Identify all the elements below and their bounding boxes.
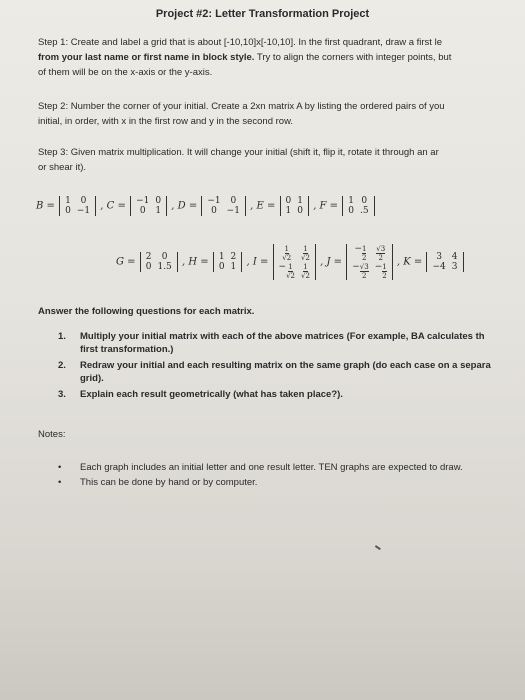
matrix-c	[130, 196, 167, 216]
frac-num: 1	[284, 245, 289, 253]
minus-sign: −	[278, 262, 287, 272]
matrix-cell	[349, 244, 371, 262]
matrix-cell: 0	[361, 196, 368, 206]
matrix-k	[426, 252, 463, 272]
matrix-cell: 1.5	[157, 262, 172, 272]
frac-den: √2	[286, 272, 295, 280]
matrix-cell	[372, 244, 390, 262]
matrix-cell: 0	[139, 206, 146, 216]
matrix-cell: −4	[432, 262, 446, 272]
step3-line1: Step 3: Given matrix multiplication. It will change your initial (shift it, flip it, rotate it through an ar	[38, 147, 439, 158]
frac-den: 2	[362, 254, 367, 262]
minus-sign: −	[354, 244, 362, 254]
matrix-cell: 0	[161, 252, 168, 262]
matrix-cell: −1	[136, 196, 150, 206]
bullet-icon: •	[58, 462, 62, 473]
matrix-cell: −1	[207, 196, 221, 206]
matrix-cell: 1	[65, 196, 71, 206]
frac-num: √3	[376, 245, 386, 253]
matrix-cell: 1	[218, 252, 225, 262]
pen-mark-icon	[375, 542, 383, 550]
list-item	[58, 359, 491, 385]
list-number: 3.	[58, 389, 66, 400]
list-item	[58, 475, 463, 490]
frac-den: √2	[282, 254, 292, 262]
matrix-cell	[276, 262, 298, 280]
step2-line1: Step 2: Number the corner of your initial. Create a 2xn matrix A by listing the ordered pairs of you	[38, 101, 445, 112]
step1-line3: of them will be on the x-axis or the y-axis.	[38, 67, 213, 78]
questions-list	[58, 330, 491, 404]
bullet-text: This can be done by hand or by computer.	[80, 477, 258, 488]
matrix-cell: 1	[297, 196, 304, 206]
matrix-i	[273, 244, 316, 280]
matrix-h	[213, 252, 242, 272]
matrix-b	[59, 196, 96, 216]
matrix-cell: −1	[76, 206, 91, 216]
matrix-cell: 0	[145, 262, 152, 272]
frac-num: 1	[288, 263, 293, 271]
frac-den: 2	[378, 254, 383, 262]
bullet-icon: •	[58, 477, 62, 488]
list-number: 1.	[58, 331, 66, 342]
matrix-cell: 0	[65, 206, 71, 216]
frac-num: √3	[359, 263, 369, 271]
step1-line1: Step 1: Create and label a grid that is about [-10,10]x[-10,10]. In the first quadrant, draw a first le	[38, 37, 442, 48]
matrix-g	[140, 252, 178, 272]
matrix-f	[342, 196, 374, 216]
frac-num: 1	[362, 245, 367, 253]
matrix-row-1	[36, 196, 376, 216]
matrix-cell: 3	[451, 262, 458, 272]
matrix-f-label: , F =	[313, 200, 339, 212]
question-text: Redraw your initial and each resulting matrix on the same graph (do each case on a separa	[80, 360, 491, 371]
question-text: Explain each result geometrically (what has taken place?).	[80, 389, 343, 400]
frac-den: √2	[301, 254, 310, 262]
frac-num: 1	[303, 245, 308, 253]
step2-paragraph	[38, 99, 525, 129]
matrix-cell: 0	[285, 196, 292, 206]
matrix-cell	[298, 262, 313, 280]
matrix-cell: 1	[348, 196, 354, 206]
matrix-cell	[298, 244, 313, 262]
matrix-cell: 0	[230, 196, 237, 206]
matrix-k-label: , K =	[396, 256, 423, 268]
minus-sign: −	[352, 262, 360, 272]
matrix-cell	[349, 262, 371, 280]
frac-den: 2	[382, 272, 387, 280]
matrix-j	[346, 244, 392, 280]
question-text: grid).	[80, 373, 104, 384]
step1-paragraph	[38, 35, 525, 80]
questions-header: Answer the following questions for each matrix.	[38, 306, 255, 317]
matrix-cell: 0	[211, 206, 217, 216]
page-title: Project #2: Letter Transformation Project	[155, 8, 370, 20]
matrix-cell: 2	[230, 252, 237, 262]
matrix-cell: 0	[218, 262, 225, 272]
matrix-cell: 0	[348, 206, 354, 216]
matrix-cell: 1	[230, 262, 237, 272]
question-text: first transformation.)	[80, 344, 174, 355]
matrix-cell: 0	[297, 206, 304, 216]
matrix-cell: 4	[451, 252, 458, 262]
matrix-h-label: , H =	[181, 256, 209, 268]
matrix-cell: 0	[155, 196, 162, 206]
frac-den: 2	[362, 272, 367, 280]
matrix-e-label: , E =	[250, 200, 276, 212]
matrix-cell: .5	[359, 206, 369, 216]
list-item	[58, 460, 463, 475]
matrix-cell: 3	[436, 252, 442, 262]
matrix-cell	[372, 262, 390, 280]
matrix-cell: 2	[145, 252, 152, 262]
step3-line2: or shear it).	[38, 162, 87, 173]
matrix-j-label: , J =	[320, 256, 343, 268]
question-text: Multiply your initial matrix with each of the above matrices (For example, BA calculates th	[80, 331, 485, 342]
minus-sign: −	[374, 262, 383, 272]
list-item	[58, 330, 491, 356]
notes-bullets	[58, 460, 463, 490]
matrix-cell	[276, 244, 298, 262]
frac-num: 1	[382, 263, 387, 271]
matrix-cell: −1	[226, 206, 240, 216]
list-number: 2.	[58, 360, 66, 371]
list-item	[58, 388, 491, 401]
step1-bold-text: from your last name or first name in block style.	[38, 52, 255, 63]
step1-line2	[38, 50, 525, 65]
matrix-i-label: , I =	[246, 256, 269, 268]
matrix-cell: 1	[155, 206, 162, 216]
notes-label: Notes:	[38, 429, 66, 440]
matrix-row-2	[116, 244, 465, 280]
matrix-g-label: G =	[116, 256, 136, 268]
matrix-d-label: , D =	[171, 200, 198, 212]
matrix-c-label: , C =	[100, 200, 126, 212]
matrix-b-label: B =	[36, 200, 55, 212]
frac-num: 1	[303, 263, 308, 271]
step2-line2: initial, in order, with x in the first row and y in the second row.	[38, 116, 294, 127]
matrix-cell: 1	[285, 206, 292, 216]
matrix-d	[201, 196, 246, 216]
step3-paragraph	[38, 145, 525, 175]
matrix-cell: 0	[80, 196, 87, 206]
frac-den: √2	[301, 272, 310, 280]
bullet-text: Each graph includes an initial letter and one result letter. TEN graphs are expected to draw.	[80, 462, 463, 473]
matrix-e	[280, 196, 309, 216]
step1-line2-rest: Try to align the corners with integer points, but	[254, 52, 452, 63]
